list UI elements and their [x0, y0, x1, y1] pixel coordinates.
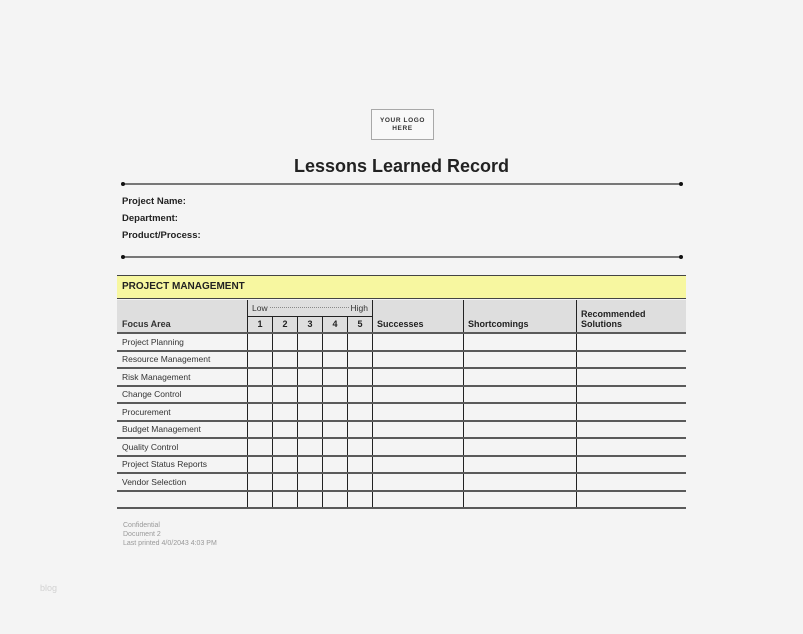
rating-cell-4[interactable]	[323, 333, 348, 351]
rating-cell-1[interactable]	[248, 333, 273, 351]
successes-cell[interactable]	[373, 491, 464, 509]
logo-line-2: HERE	[392, 124, 413, 132]
rating-cell-1[interactable]	[248, 473, 273, 491]
department-label: Department:	[122, 213, 178, 224]
rating-cell-2[interactable]	[273, 368, 298, 386]
header-scale-4: 4	[323, 316, 348, 333]
rating-cell-2[interactable]	[273, 438, 298, 456]
recommended-solutions-cell[interactable]	[577, 421, 687, 439]
rating-cell-3[interactable]	[298, 351, 323, 369]
recommended-solutions-cell[interactable]	[577, 333, 687, 351]
recommended-solutions-cell[interactable]	[577, 456, 687, 474]
successes-cell[interactable]	[373, 456, 464, 474]
header-scale-5: 5	[348, 316, 373, 333]
successes-cell[interactable]	[373, 386, 464, 404]
footer-last-printed: Last printed 4/0/2043 4:03 PM	[123, 540, 217, 547]
shortcomings-cell[interactable]	[464, 421, 577, 439]
document-footer	[123, 521, 217, 548]
rating-cell-4[interactable]	[323, 438, 348, 456]
scale-dots	[270, 307, 349, 308]
focus-area-cell: Project Planning	[117, 333, 248, 351]
header-recommended-line2: Solutions	[581, 319, 622, 329]
rating-cell-3[interactable]	[298, 421, 323, 439]
focus-area-cell: Resource Management	[117, 351, 248, 369]
focus-area-cell: Risk Management	[117, 368, 248, 386]
rating-cell-1[interactable]	[248, 421, 273, 439]
rating-cell-3[interactable]	[298, 403, 323, 421]
table-row	[117, 491, 686, 509]
document-title: Lessons Learned Record	[293, 156, 510, 176]
logo-line-1: YOUR LOGO	[379, 116, 426, 124]
recommended-solutions-cell[interactable]	[577, 368, 687, 386]
recommended-solutions-cell[interactable]	[577, 473, 687, 491]
rating-cell-5[interactable]	[348, 351, 373, 369]
header-recommended-solutions	[577, 300, 687, 333]
recommended-solutions-cell[interactable]	[577, 403, 687, 421]
rating-cell-1[interactable]	[248, 351, 273, 369]
header-shortcomings: Shortcomings	[464, 300, 577, 333]
scale-low-label: Low	[252, 302, 268, 313]
shortcomings-cell[interactable]	[464, 456, 577, 474]
header-focus-area: Focus Area	[117, 300, 248, 333]
rating-cell-3[interactable]	[298, 386, 323, 404]
focus-area-cell: Vendor Selection	[117, 473, 248, 491]
shortcomings-cell[interactable]	[464, 351, 577, 369]
rating-cell-5[interactable]	[348, 368, 373, 386]
rating-cell-1[interactable]	[248, 368, 273, 386]
rating-cell-1[interactable]	[248, 456, 273, 474]
successes-cell[interactable]	[373, 333, 464, 351]
rating-cell-2[interactable]	[273, 386, 298, 404]
rating-cell-4[interactable]	[323, 473, 348, 491]
rating-cell-4[interactable]	[323, 386, 348, 404]
focus-area-cell: Budget Management	[117, 421, 248, 439]
footer-document-number: Document 2	[123, 531, 161, 538]
rating-cell-2[interactable]	[273, 351, 298, 369]
header-row-scale	[117, 300, 686, 316]
header-scale-2: 2	[273, 316, 298, 333]
shortcomings-cell[interactable]	[464, 438, 577, 456]
rating-cell-2[interactable]	[273, 456, 298, 474]
top-divider	[123, 183, 681, 185]
rating-cell-4[interactable]	[323, 421, 348, 439]
rating-cell-5[interactable]	[348, 473, 373, 491]
rating-cell-3[interactable]	[298, 491, 323, 509]
recommended-solutions-cell[interactable]	[577, 438, 687, 456]
product-process-label: Product/Process:	[122, 230, 201, 241]
focus-area-cell	[117, 491, 248, 509]
rating-cell-4[interactable]	[323, 403, 348, 421]
rating-cell-2[interactable]	[273, 491, 298, 509]
logo-placeholder	[371, 109, 434, 140]
focus-area-cell: Project Status Reports	[117, 456, 248, 474]
header-successes: Successes	[373, 300, 464, 333]
table-row	[117, 386, 686, 404]
rating-cell-3[interactable]	[298, 368, 323, 386]
rating-cell-3[interactable]	[298, 456, 323, 474]
recommended-solutions-cell[interactable]	[577, 351, 687, 369]
rating-cell-5[interactable]	[348, 386, 373, 404]
shortcomings-cell[interactable]	[464, 473, 577, 491]
rating-cell-1[interactable]	[248, 438, 273, 456]
table-row	[117, 473, 686, 491]
section-header-project-management: PROJECT MANAGEMENT	[117, 275, 686, 299]
header-recommended-line1: Recommended	[581, 309, 646, 319]
rating-cell-4[interactable]	[323, 351, 348, 369]
header-scale-1: 1	[248, 316, 273, 333]
bottom-divider	[123, 256, 681, 258]
successes-cell[interactable]	[373, 368, 464, 386]
scale-high-label: High	[350, 302, 368, 313]
rating-cell-2[interactable]	[273, 421, 298, 439]
header-scale-3: 3	[298, 316, 323, 333]
focus-area-cell: Change Control	[117, 386, 248, 404]
table-row	[117, 438, 686, 456]
table-row	[117, 333, 686, 351]
rating-cell-5[interactable]	[348, 456, 373, 474]
rating-cell-2[interactable]	[273, 333, 298, 351]
successes-cell[interactable]	[373, 403, 464, 421]
successes-cell[interactable]	[373, 473, 464, 491]
focus-area-cell: Procurement	[117, 403, 248, 421]
rating-cell-4[interactable]	[323, 456, 348, 474]
table-row	[117, 351, 686, 369]
rating-cell-2[interactable]	[273, 403, 298, 421]
rating-cell-3[interactable]	[298, 473, 323, 491]
table-row	[117, 403, 686, 421]
rating-cell-1[interactable]	[248, 403, 273, 421]
shortcomings-cell[interactable]	[464, 333, 577, 351]
recommended-solutions-cell[interactable]	[577, 491, 687, 509]
rating-cell-4[interactable]	[323, 368, 348, 386]
shortcomings-cell[interactable]	[464, 368, 577, 386]
table-row	[117, 456, 686, 474]
successes-cell[interactable]	[373, 438, 464, 456]
watermark: blog	[40, 583, 58, 593]
table-row	[117, 368, 686, 386]
successes-cell[interactable]	[373, 351, 464, 369]
recommended-solutions-cell[interactable]	[577, 386, 687, 404]
rating-cell-3[interactable]	[298, 333, 323, 351]
project-name-label: Project Name:	[122, 196, 186, 207]
footer-confidential: Confidential	[123, 522, 160, 529]
rating-cell-5[interactable]	[348, 438, 373, 456]
rating-cell-1[interactable]	[248, 491, 273, 509]
shortcomings-cell[interactable]	[464, 403, 577, 421]
successes-cell[interactable]	[373, 421, 464, 439]
focus-area-cell: Quality Control	[117, 438, 248, 456]
rating-cell-5[interactable]	[348, 421, 373, 439]
rating-cell-5[interactable]	[348, 403, 373, 421]
rating-cell-1[interactable]	[248, 386, 273, 404]
header-scale-range	[248, 300, 373, 316]
rating-cell-5[interactable]	[348, 333, 373, 351]
shortcomings-cell[interactable]	[464, 491, 577, 509]
rating-cell-5[interactable]	[348, 491, 373, 509]
rating-cell-2[interactable]	[273, 473, 298, 491]
rating-cell-3[interactable]	[298, 438, 323, 456]
shortcomings-cell[interactable]	[464, 386, 577, 404]
lessons-table	[117, 300, 686, 509]
rating-cell-4[interactable]	[323, 491, 348, 509]
table-row	[117, 421, 686, 439]
